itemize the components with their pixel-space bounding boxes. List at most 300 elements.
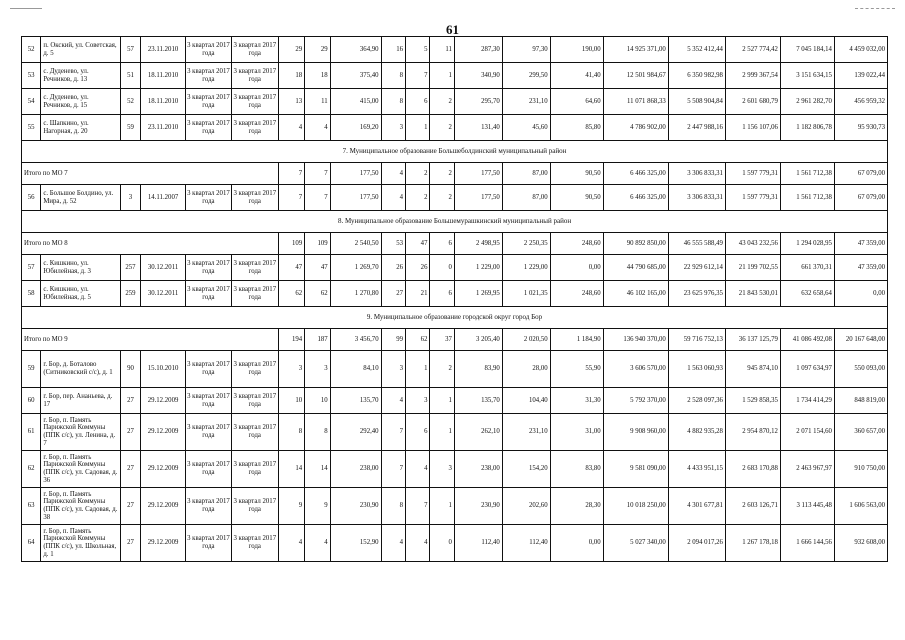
total-row (22, 163, 888, 185)
cell-s2: 2 447 988,16 (668, 115, 725, 141)
cell-a2: 2 250,35 (502, 233, 550, 255)
cell-s5: 932 608,00 (834, 525, 887, 562)
cell-s3: 2 527 774,42 (725, 37, 780, 63)
cell-area: 1 270,80 (330, 281, 381, 307)
cell-r2: 6 (406, 89, 430, 115)
cell-c2: 4 (305, 525, 330, 562)
cell-a1: 238,00 (454, 451, 502, 488)
cell-s4: 2 961 282,70 (780, 89, 834, 115)
cell-s2: 22 929 612,14 (668, 255, 725, 281)
cell-address: с. Шапкино, ул. Нагорная, д. 20 (41, 115, 120, 141)
cell-a2: 28,00 (502, 351, 550, 388)
cell-s5: 550 093,00 (834, 351, 887, 388)
cell-date: 30.12.2011 (141, 281, 186, 307)
housing-table (21, 36, 888, 562)
cell-doc-number: 57 (120, 37, 140, 63)
cell-row-number: 57 (22, 255, 41, 281)
cell-date: 18.11.2010 (141, 63, 186, 89)
cell-r1: 26 (381, 255, 405, 281)
cell-s1: 44 790 685,00 (603, 255, 668, 281)
cell-period-start: 3 квартал 2017 года (186, 488, 232, 525)
cell-r2: 2 (406, 163, 430, 185)
cell-address: п. Окский, ул. Советская, д. 5 (41, 37, 120, 63)
cell-period-end: 3 квартал 2017 года (231, 414, 278, 451)
cell-r1: 3 (381, 351, 405, 388)
table-row (22, 388, 888, 414)
cell-area: 238,00 (330, 451, 381, 488)
cell-a3: 64,60 (550, 89, 603, 115)
cell-a3: 31,00 (550, 414, 603, 451)
cell-c2: 11 (305, 89, 330, 115)
cell-s3: 1 597 779,31 (725, 163, 780, 185)
cell-r2: 21 (406, 281, 430, 307)
cell-area: 2 540,50 (330, 233, 381, 255)
cell-r3: 0 (430, 525, 454, 562)
cell-area: 135,70 (330, 388, 381, 414)
cell-s1: 46 102 165,00 (603, 281, 668, 307)
cell-a2: 1 229,00 (502, 255, 550, 281)
cell-date: 29.12.2009 (141, 451, 186, 488)
cell-s3: 1 597 779,31 (725, 185, 780, 211)
cell-a3: 31,30 (550, 388, 603, 414)
cell-doc-number: 27 (120, 525, 140, 562)
cell-s1: 3 606 570,00 (603, 351, 668, 388)
cell-a1: 230,90 (454, 488, 502, 525)
cell-a2: 1 021,35 (502, 281, 550, 307)
cell-s4: 1 561 712,38 (780, 185, 834, 211)
cell-s5: 0,00 (834, 281, 887, 307)
top-left-rule (10, 8, 42, 9)
cell-c2: 62 (305, 281, 330, 307)
cell-r1: 16 (381, 37, 405, 63)
cell-a3: 0,00 (550, 525, 603, 562)
cell-r3: 2 (430, 115, 454, 141)
cell-c1: 8 (278, 414, 304, 451)
cell-a3: 28,30 (550, 488, 603, 525)
cell-doc-number: 52 (120, 89, 140, 115)
cell-a2: 231,10 (502, 414, 550, 451)
cell-period-end: 3 квартал 2017 года (231, 89, 278, 115)
cell-period-end: 3 квартал 2017 года (231, 255, 278, 281)
cell-date: 30.12.2011 (141, 255, 186, 281)
cell-r1: 4 (381, 388, 405, 414)
cell-doc-number: 27 (120, 488, 140, 525)
cell-period-start: 3 квартал 2017 года (186, 451, 232, 488)
cell-r2: 26 (406, 255, 430, 281)
total-label: Итого по МО 7 (22, 163, 279, 185)
cell-a3: 0,00 (550, 255, 603, 281)
cell-r3: 2 (430, 351, 454, 388)
cell-r3: 37 (430, 329, 454, 351)
cell-r1: 4 (381, 185, 405, 211)
cell-s3: 1 156 107,06 (725, 115, 780, 141)
cell-a3: 248,60 (550, 281, 603, 307)
cell-s4: 3 151 634,15 (780, 63, 834, 89)
cell-r2: 6 (406, 414, 430, 451)
cell-c1: 9 (278, 488, 304, 525)
cell-row-number: 60 (22, 388, 41, 414)
cell-s3: 36 137 125,79 (725, 329, 780, 351)
cell-s5: 360 657,00 (834, 414, 887, 451)
cell-period-start: 3 квартал 2017 года (186, 37, 232, 63)
cell-r3: 3 (430, 451, 454, 488)
cell-r2: 7 (406, 63, 430, 89)
cell-s2: 4 433 951,15 (668, 451, 725, 488)
cell-period-end: 3 квартал 2017 года (231, 488, 278, 525)
cell-a3: 90,50 (550, 185, 603, 211)
section-title: 9. Муниципальное образование городской округ город Бор (22, 307, 888, 329)
cell-period-start: 3 квартал 2017 года (186, 63, 232, 89)
cell-period-end: 3 квартал 2017 года (231, 525, 278, 562)
cell-s5: 139 022,44 (834, 63, 887, 89)
cell-r3: 1 (430, 488, 454, 525)
cell-s5: 67 079,00 (834, 163, 887, 185)
table-row (22, 63, 888, 89)
cell-area: 230,90 (330, 488, 381, 525)
cell-period-start: 3 квартал 2017 года (186, 388, 232, 414)
cell-s1: 4 786 902,00 (603, 115, 668, 141)
cell-s3: 2 954 870,12 (725, 414, 780, 451)
cell-period-start: 3 квартал 2017 года (186, 115, 232, 141)
cell-period-end: 3 квартал 2017 года (231, 351, 278, 388)
cell-period-start: 3 квартал 2017 года (186, 414, 232, 451)
cell-a1: 135,70 (454, 388, 502, 414)
cell-a3: 1 184,90 (550, 329, 603, 351)
cell-address: г. Бор, пер. Ананьева, д. 17 (41, 388, 120, 414)
cell-r1: 53 (381, 233, 405, 255)
cell-doc-number: 3 (120, 185, 140, 211)
cell-c1: 47 (278, 255, 304, 281)
cell-c2: 8 (305, 414, 330, 451)
cell-a1: 1 269,95 (454, 281, 502, 307)
cell-area: 375,40 (330, 63, 381, 89)
cell-s3: 21 199 702,55 (725, 255, 780, 281)
table-body (22, 37, 888, 562)
cell-c2: 109 (305, 233, 330, 255)
cell-r3: 2 (430, 89, 454, 115)
cell-r3: 2 (430, 163, 454, 185)
cell-s4: 1 182 806,78 (780, 115, 834, 141)
cell-r1: 8 (381, 488, 405, 525)
section-row (22, 211, 888, 233)
cell-s1: 9 581 090,00 (603, 451, 668, 488)
cell-period-start: 3 квартал 2017 года (186, 255, 232, 281)
cell-address: г. Бор, п. Память Парижской Коммуны (ППК с/с), ул. Школьная, д. 1 (41, 525, 120, 562)
cell-c2: 7 (305, 185, 330, 211)
cell-s2: 23 625 976,35 (668, 281, 725, 307)
cell-c1: 14 (278, 451, 304, 488)
cell-row-number: 63 (22, 488, 41, 525)
cell-s5: 910 750,00 (834, 451, 887, 488)
table-row (22, 89, 888, 115)
cell-period-start: 3 квартал 2017 года (186, 525, 232, 562)
cell-s4: 1 561 712,38 (780, 163, 834, 185)
cell-r1: 3 (381, 115, 405, 141)
cell-period-end: 3 квартал 2017 года (231, 281, 278, 307)
cell-c1: 4 (278, 525, 304, 562)
cell-date: 15.10.2010 (141, 351, 186, 388)
cell-r3: 0 (430, 255, 454, 281)
cell-address: с. Дуденево, ул. Речников, д. 13 (41, 63, 120, 89)
cell-s5: 47 359,00 (834, 233, 887, 255)
cell-area: 152,90 (330, 525, 381, 562)
top-right-rule (855, 8, 895, 10)
cell-a1: 112,40 (454, 525, 502, 562)
cell-r2: 4 (406, 451, 430, 488)
cell-s1: 136 940 370,00 (603, 329, 668, 351)
cell-area: 364,90 (330, 37, 381, 63)
cell-r2: 1 (406, 351, 430, 388)
cell-row-number: 53 (22, 63, 41, 89)
cell-s4: 1 666 144,56 (780, 525, 834, 562)
cell-c2: 4 (305, 115, 330, 141)
cell-r2: 7 (406, 488, 430, 525)
cell-s1: 90 892 850,00 (603, 233, 668, 255)
cell-address: с. Кишкино, ул. Юбилейная, д. 5 (41, 281, 120, 307)
table-row (22, 451, 888, 488)
cell-doc-number: 257 (120, 255, 140, 281)
cell-s5: 20 167 648,00 (834, 329, 887, 351)
cell-s2: 5 508 904,84 (668, 89, 725, 115)
cell-row-number: 62 (22, 451, 41, 488)
cell-doc-number: 59 (120, 115, 140, 141)
cell-date: 29.12.2009 (141, 525, 186, 562)
cell-a2: 154,20 (502, 451, 550, 488)
cell-a1: 2 498,95 (454, 233, 502, 255)
cell-date: 29.12.2009 (141, 414, 186, 451)
cell-r3: 1 (430, 388, 454, 414)
cell-a3: 85,80 (550, 115, 603, 141)
cell-c1: 10 (278, 388, 304, 414)
cell-s3: 2 601 680,79 (725, 89, 780, 115)
cell-date: 29.12.2009 (141, 488, 186, 525)
cell-s1: 12 501 984,67 (603, 63, 668, 89)
cell-a1: 3 205,40 (454, 329, 502, 351)
cell-r2: 2 (406, 185, 430, 211)
table-row (22, 488, 888, 525)
total-row (22, 329, 888, 351)
cell-date: 18.11.2010 (141, 89, 186, 115)
cell-c2: 7 (305, 163, 330, 185)
section-row (22, 307, 888, 329)
cell-r3: 1 (430, 63, 454, 89)
cell-area: 3 456,70 (330, 329, 381, 351)
cell-s2: 46 555 588,49 (668, 233, 725, 255)
cell-s4: 7 045 184,14 (780, 37, 834, 63)
section-title: 8. Муниципальное образование Большемурашкинский муниципальный район (22, 211, 888, 233)
cell-a3: 248,60 (550, 233, 603, 255)
cell-a1: 177,50 (454, 163, 502, 185)
cell-r1: 8 (381, 63, 405, 89)
cell-a1: 262,10 (454, 414, 502, 451)
cell-row-number: 52 (22, 37, 41, 63)
table-row (22, 525, 888, 562)
cell-r2: 62 (406, 329, 430, 351)
cell-s1: 6 466 325,00 (603, 185, 668, 211)
cell-c1: 194 (278, 329, 304, 351)
cell-s3: 2 603 126,71 (725, 488, 780, 525)
cell-s4: 41 086 492,08 (780, 329, 834, 351)
cell-area: 84,10 (330, 351, 381, 388)
cell-c2: 18 (305, 63, 330, 89)
cell-s1: 5 027 340,00 (603, 525, 668, 562)
cell-a3: 90,50 (550, 163, 603, 185)
total-label: Итого по МО 9 (22, 329, 279, 351)
section-title: 7. Муниципальное образование Большеболдинский муниципальный район (22, 141, 888, 163)
cell-r3: 6 (430, 281, 454, 307)
cell-period-start: 3 квартал 2017 года (186, 281, 232, 307)
cell-s1: 10 018 250,00 (603, 488, 668, 525)
cell-s5: 848 819,00 (834, 388, 887, 414)
cell-area: 415,00 (330, 89, 381, 115)
cell-a2: 87,00 (502, 163, 550, 185)
cell-c2: 187 (305, 329, 330, 351)
cell-r1: 7 (381, 451, 405, 488)
cell-doc-number: 27 (120, 451, 140, 488)
cell-doc-number: 51 (120, 63, 140, 89)
cell-doc-number: 90 (120, 351, 140, 388)
table-row (22, 255, 888, 281)
cell-r2: 5 (406, 37, 430, 63)
cell-a2: 202,60 (502, 488, 550, 525)
cell-address: г. Бор, д. Боталово (Ситниковский с/с), д. 1 (41, 351, 120, 388)
cell-date: 23.11.2010 (141, 37, 186, 63)
cell-s4: 3 113 445,48 (780, 488, 834, 525)
cell-c1: 7 (278, 163, 304, 185)
cell-s2: 3 306 833,31 (668, 185, 725, 211)
cell-s2: 59 716 752,13 (668, 329, 725, 351)
cell-r1: 8 (381, 89, 405, 115)
cell-a1: 295,70 (454, 89, 502, 115)
cell-s5: 456 959,32 (834, 89, 887, 115)
cell-a3: 55,90 (550, 351, 603, 388)
cell-r3: 1 (430, 414, 454, 451)
cell-period-end: 3 квартал 2017 года (231, 37, 278, 63)
cell-a1: 131,40 (454, 115, 502, 141)
cell-s4: 1 097 634,97 (780, 351, 834, 388)
cell-period-end: 3 квартал 2017 года (231, 451, 278, 488)
cell-area: 292,40 (330, 414, 381, 451)
table-row (22, 115, 888, 141)
cell-period-start: 3 квартал 2017 года (186, 185, 232, 211)
cell-r1: 99 (381, 329, 405, 351)
cell-s5: 47 359,00 (834, 255, 887, 281)
total-row (22, 233, 888, 255)
cell-s3: 21 843 530,01 (725, 281, 780, 307)
cell-address: с. Большое Болдино, ул. Мира, д. 52 (41, 185, 120, 211)
cell-s3: 1 529 858,35 (725, 388, 780, 414)
cell-row-number: 59 (22, 351, 41, 388)
table-row (22, 351, 888, 388)
cell-address: г. Бор, п. Память Парижской Коммуны (ППК с/с), ул. Садовая, д. 38 (41, 488, 120, 525)
cell-area: 169,20 (330, 115, 381, 141)
cell-a2: 2 020,50 (502, 329, 550, 351)
total-label: Итого по МО 8 (22, 233, 279, 255)
cell-row-number: 56 (22, 185, 41, 211)
cell-r1: 27 (381, 281, 405, 307)
cell-row-number: 58 (22, 281, 41, 307)
cell-s4: 1 294 028,95 (780, 233, 834, 255)
cell-r2: 4 (406, 525, 430, 562)
cell-a2: 231,10 (502, 89, 550, 115)
cell-a2: 97,30 (502, 37, 550, 63)
cell-r1: 4 (381, 163, 405, 185)
cell-c1: 7 (278, 185, 304, 211)
cell-c1: 109 (278, 233, 304, 255)
cell-area: 177,50 (330, 163, 381, 185)
cell-s3: 43 043 232,56 (725, 233, 780, 255)
cell-row-number: 54 (22, 89, 41, 115)
cell-s5: 4 459 032,00 (834, 37, 887, 63)
cell-s4: 632 658,64 (780, 281, 834, 307)
cell-s1: 5 792 370,00 (603, 388, 668, 414)
cell-c1: 18 (278, 63, 304, 89)
cell-address: с. Дуденево, ул. Речников, д. 15 (41, 89, 120, 115)
cell-s2: 4 301 677,81 (668, 488, 725, 525)
cell-a1: 83,90 (454, 351, 502, 388)
cell-r3: 6 (430, 233, 454, 255)
cell-c1: 4 (278, 115, 304, 141)
cell-row-number: 55 (22, 115, 41, 141)
cell-s3: 945 874,10 (725, 351, 780, 388)
cell-area: 177,50 (330, 185, 381, 211)
cell-s1: 6 466 325,00 (603, 163, 668, 185)
cell-a2: 112,40 (502, 525, 550, 562)
cell-a1: 287,30 (454, 37, 502, 63)
cell-c2: 10 (305, 388, 330, 414)
cell-s5: 1 606 563,00 (834, 488, 887, 525)
cell-c1: 13 (278, 89, 304, 115)
cell-doc-number: 27 (120, 414, 140, 451)
cell-address: г. Бор, п. Память Парижской Коммуны (ППК с/с), ул. Садовая, д. 36 (41, 451, 120, 488)
cell-s3: 2 683 170,88 (725, 451, 780, 488)
cell-s2: 5 352 412,44 (668, 37, 725, 63)
cell-s1: 11 071 868,33 (603, 89, 668, 115)
cell-row-number: 61 (22, 414, 41, 451)
cell-c1: 62 (278, 281, 304, 307)
cell-period-end: 3 квартал 2017 года (231, 185, 278, 211)
cell-address: г. Бор, п. Память Парижской Коммуны (ППК с/с), ул. Ленина, д. 7 (41, 414, 120, 451)
cell-a1: 1 229,00 (454, 255, 502, 281)
cell-r2: 1 (406, 115, 430, 141)
cell-a2: 87,00 (502, 185, 550, 211)
cell-a3: 83,80 (550, 451, 603, 488)
cell-c2: 47 (305, 255, 330, 281)
cell-doc-number: 27 (120, 388, 140, 414)
cell-s4: 2 463 967,97 (780, 451, 834, 488)
cell-s2: 3 306 833,31 (668, 163, 725, 185)
cell-s5: 95 930,73 (834, 115, 887, 141)
table-row (22, 414, 888, 451)
cell-period-start: 3 квартал 2017 года (186, 89, 232, 115)
table-row (22, 37, 888, 63)
cell-s2: 6 350 982,98 (668, 63, 725, 89)
cell-s2: 2 528 097,36 (668, 388, 725, 414)
cell-c2: 14 (305, 451, 330, 488)
cell-a3: 41,40 (550, 63, 603, 89)
cell-s3: 1 267 178,18 (725, 525, 780, 562)
cell-s5: 67 079,00 (834, 185, 887, 211)
cell-s2: 1 563 060,93 (668, 351, 725, 388)
cell-s3: 2 999 367,54 (725, 63, 780, 89)
cell-r3: 2 (430, 185, 454, 211)
cell-period-end: 3 квартал 2017 года (231, 115, 278, 141)
cell-c2: 9 (305, 488, 330, 525)
cell-date: 23.11.2010 (141, 115, 186, 141)
cell-date: 29.12.2009 (141, 388, 186, 414)
cell-r1: 4 (381, 525, 405, 562)
cell-date: 14.11.2007 (141, 185, 186, 211)
